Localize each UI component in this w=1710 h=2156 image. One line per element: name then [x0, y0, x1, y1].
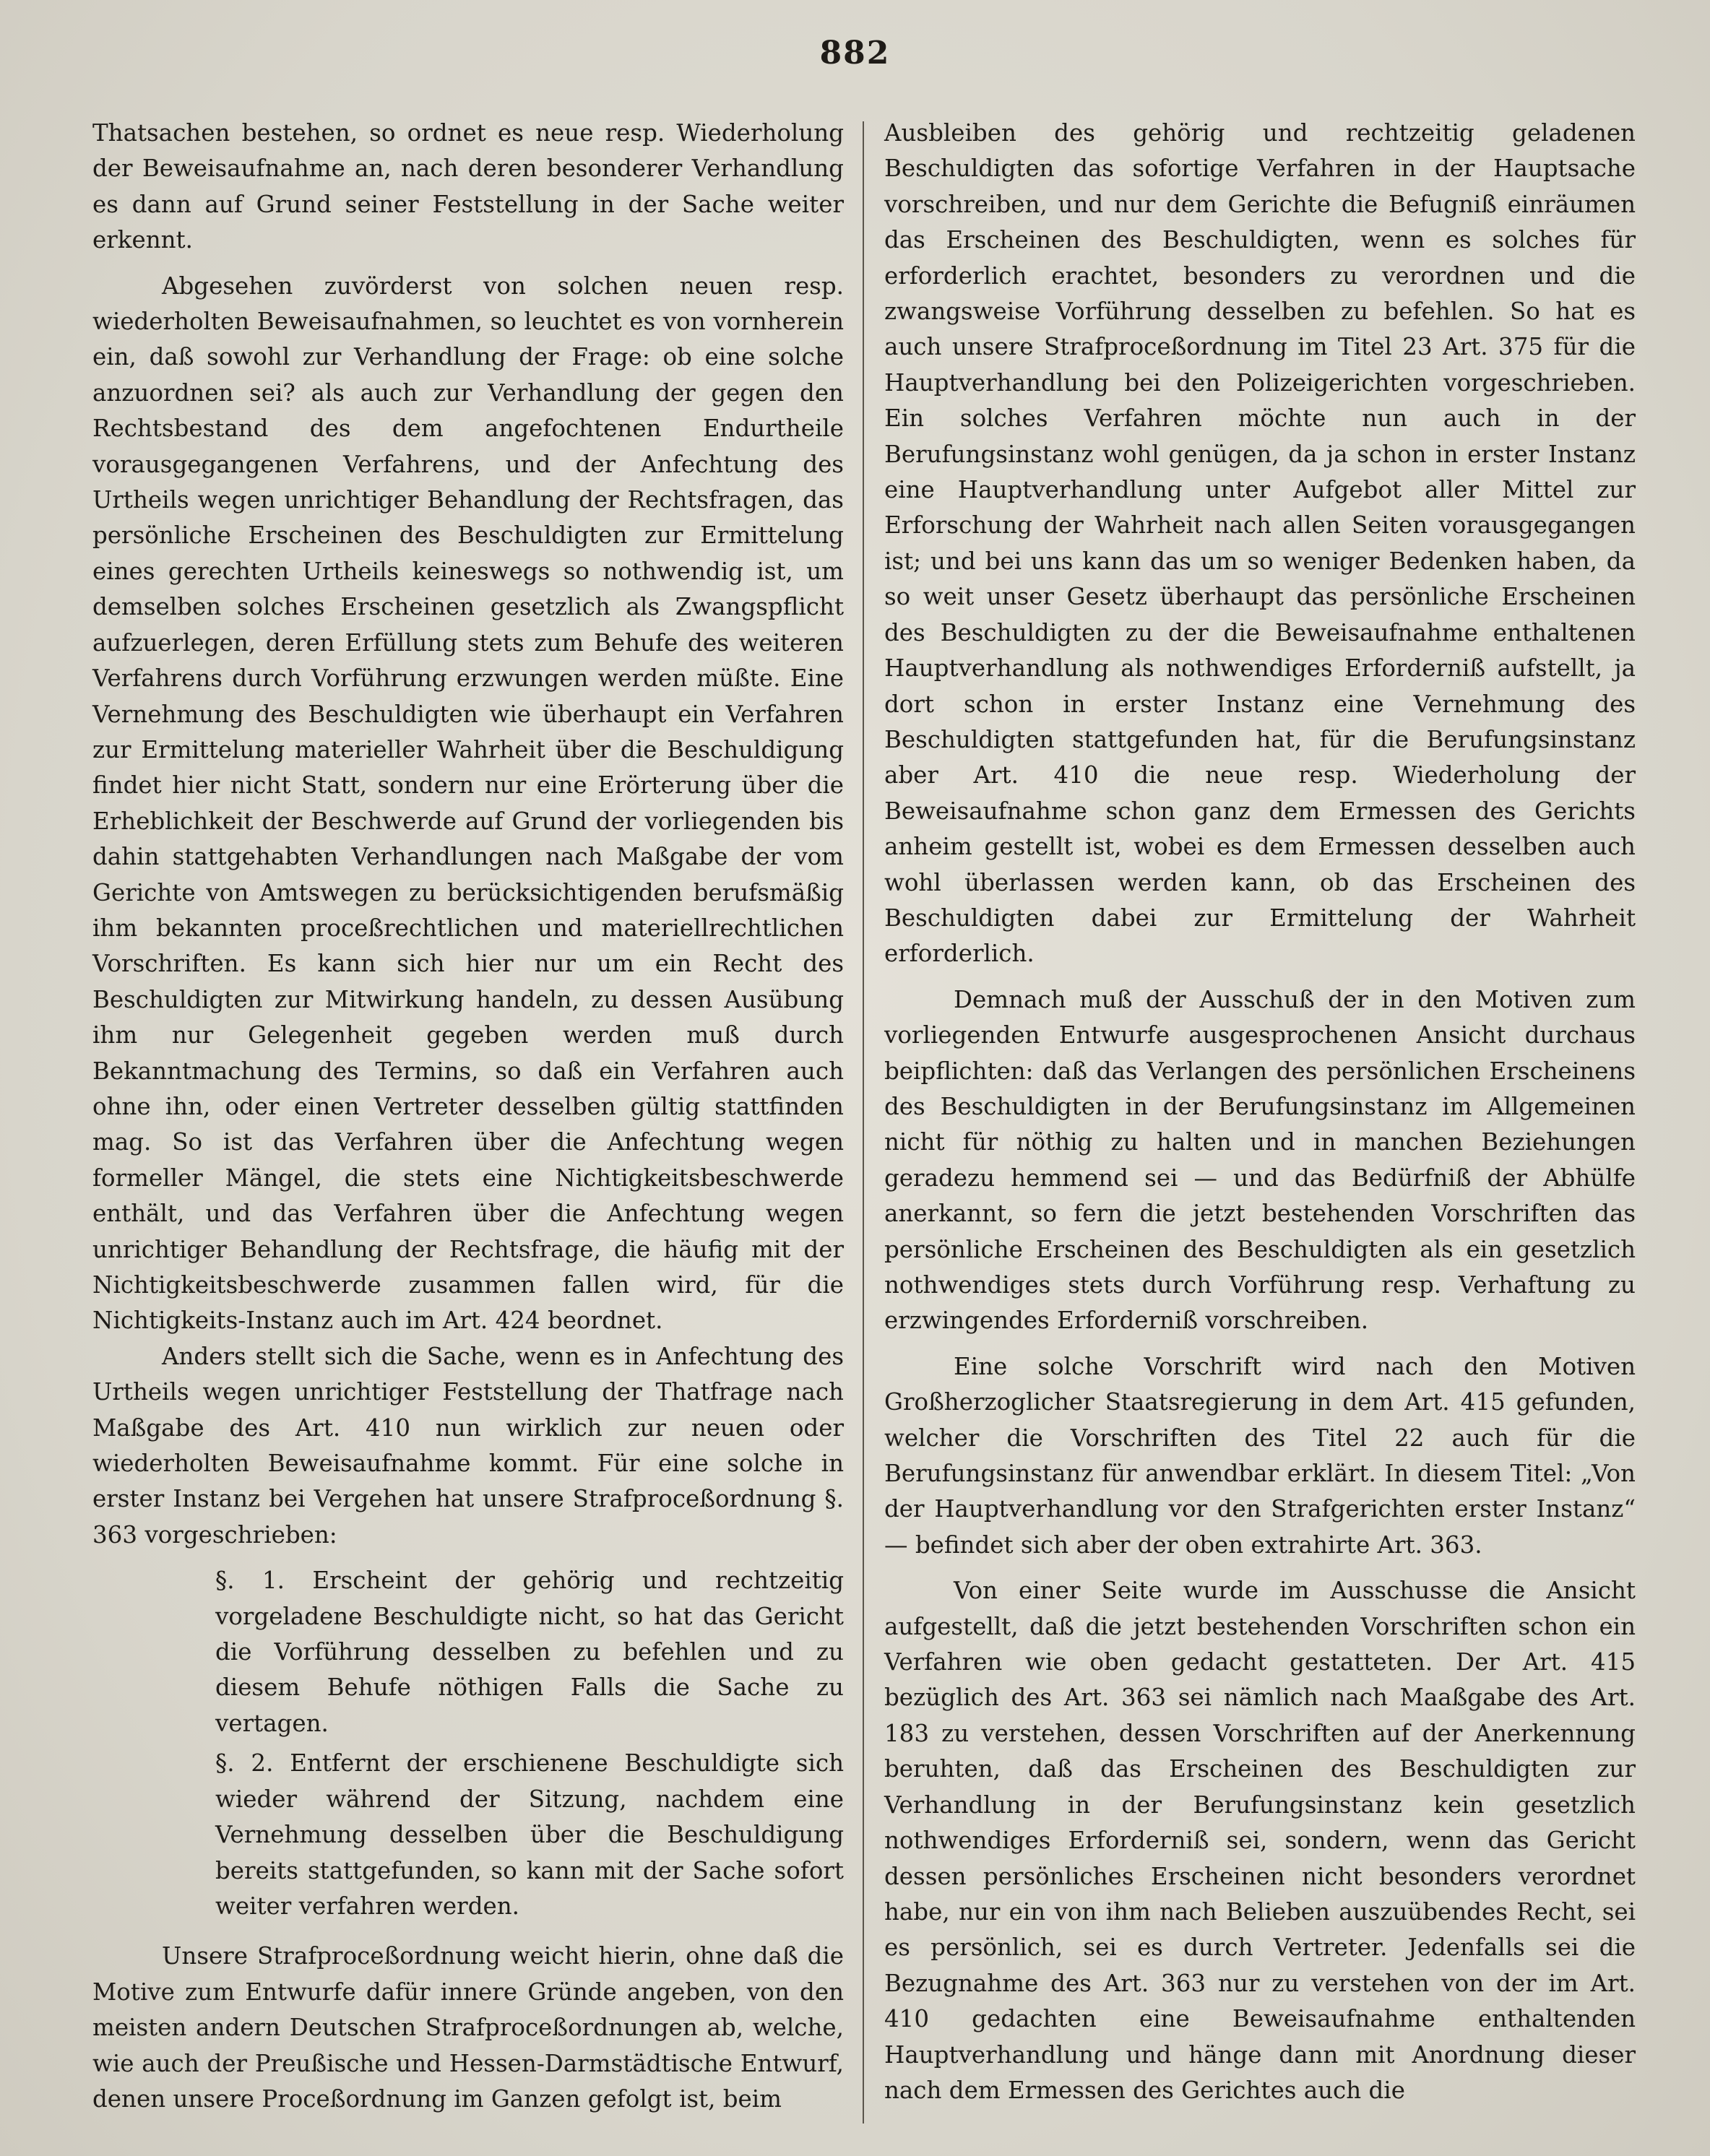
paragraph: Abgesehen zuvörderst von solchen neuen resp. wiederholten Beweisaufnahmen, so leuchtet es von vornherein ein, daß sowohl zur Verhandlung der Frage: ob eine solche anzuordnen sei? als auch zur Verhandlung der gegen den Rechtsbestand des dem angefochtenen Endurtheile vorausgegangenen Verfahrens, und der Anfechtung des Urtheils wegen unrichtiger Behandlung der Rechtsfragen, das persönliche Erscheinen des Beschuldigten zur Ermittelung eines gerechten Urtheils keineswegs so nothwendig ist, um demselben solches Erscheinen gesetzlich als Zwangspflicht aufzuerlegen, deren Erfüllung stets zum Behufe des weiteren Verfahrens durch Vorführung erzwungen werden müßte. Eine Vernehmung des Beschuldigten wie überhaupt ein Verfahren zur Ermittelung materieller Wahrheit über die Beschuldigung findet hier nicht Statt, sondern nur eine Erörterung über die Erheblichkeit der Beschwerde auf Grund der vorliegenden bis dahin stattgehabten Verhandlungen nach Maßgabe der vom Gerichte von Amtswegen zu berücksichtigenden berufsmäßig ihm bekannten proceßrechtlichen und materiellrechtlichen Vorschriften. Es kann sich hier nur um ein Recht des Beschuldigten zur Mitwirkung handeln, zu dessen Ausübung ihm nur Gelegenheit gegeben werden muß durch Bekanntmachung des Termins, so daß ein Verfahren auch ohne ihn, oder einen Vertreter desselben gültig stattfinden mag. So ist das Verfahren über die Anfechtung wegen formeller Mängel, die stets eine Nichtigkeitsbeschwerde enthält, und das Verfahren über die Anfechtung wegen unrichtiger Behandlung der Rechtsfrage, die häufig mit der Nichtigkeitsbeschwerde zusammen fallen wird, für die Nichtigkeits-Instanz auch im Art. 424 beordnet.	[92, 272, 844, 1335]
left-column	[92, 116, 844, 2117]
quoted-section: §. 1. Erscheint der gehörig und rechtzeitig vorgeladene Beschuldigte nicht, so hat das Gericht die Vorführung desselben zu befehlen und zu diesem Behufe nöthigen Falls die Sache zu vertagen.	[215, 1567, 844, 1737]
column-divider	[863, 121, 864, 2123]
paragraph: Ausbleiben des gehörig und rechtzeitig geladenen Beschuldigten das sofortige Verfahren in der Hauptsache vorschreiben, und nur dem Gerichte die Befugniß einräumen das Erscheinen des Beschuldigten, wenn es solches für erforderlich erachtet, besonders zu verordnen und die zwangsweise Vorführung desselben zu befehlen. So hat es auch unsere Strafproceßordnung im Titel 23 Art. 375 für die Hauptverhandlung bei den Polizeigerichten vorgeschrieben. Ein solches Verfahren möchte nun auch in der Berufungsinstanz wohl genügen, da ja schon in erster Instanz eine Hauptverhandlung unter Aufgebot aller Mittel zur Erforschung der Wahrheit nach allen Seiten vorausgegangen ist; und bei uns kann das um so weniger Bedenken haben, da so weit unser Gesetz überhaupt das persönliche Erscheinen des Beschuldigten zu der die Beweisaufnahme enthaltenen Hauptverhandlung als nothwendiges Erforderniß aufstellt, ja dort schon in erster Instanz eine Vernehmung des Beschuldigten stattgefunden hat, für die Berufungsinstanz aber Art. 410 die neue resp. Wiederholung der Beweisaufnahme schon ganz dem Ermessen des Gerichts anheim gestellt ist, wobei es dem Ermessen desselben auch wohl überlassen werden kann, ob das Erscheinen des Beschuldigten dabei zur Ermittelung der Wahrheit erforderlich.	[884, 119, 1636, 968]
page-number: 882	[819, 35, 891, 72]
right-column	[884, 116, 1636, 2108]
paragraph: Demnach muß der Ausschuß der in den Motiven zum vorliegenden Entwurfe ausgesprochenen Ansicht durchaus beipflichten: daß das Verlangen des persönlichen Erscheinens des Beschuldigten in der Berufungsinstanz im Allgemeinen nicht für nöthig zu halten und in manchen Beziehungen geradezu hemmend sei — und das Bedürfniß der Abhülfe anerkannt, so fern die jetzt bestehenden Vorschriften das persönliche Erscheinen des Beschuldigten als ein gesetzlich nothwendiges stets durch Vorführung resp. Verhaftung zu erzwingendes Erforderniß vorschreiben.	[884, 985, 1636, 1335]
paragraph: Thatsachen bestehen, so ordnet es neue resp. Wiederholung der Beweisaufnahme an, nach deren besonderer Verhandlung es dann auf Grund seiner Feststellung in der Sache weiter erkennt.	[92, 119, 844, 254]
paragraph: Unsere Strafproceßordnung weicht hierin, ohne daß die Motive zum Entwurfe dafür innere Gründe angeben, von den meisten andern Deutschen Strafproceßordnungen ab, welche, wie auch der Preußische und Hessen-Darmstädtische Entwurf, denen unsere Proceßordnung im Ganzen gefolgt ist, beim	[92, 1942, 844, 2113]
paragraph: Eine solche Vorschrift wird nach den Motiven Großherzoglicher Staatsregierung in dem Art. 415 gefunden, welcher die Vorschriften des Titel 22 auch für die Berufungsinstanz für anwendbar erklärt. In diesem Titel: „Von der Hauptverhandlung vor den Strafgerichten erster Instanz“ — befindet sich aber der oben extrahirte Art. 363.	[884, 1352, 1636, 1559]
paragraph: Von einer Seite wurde im Ausschusse die Ansicht aufgestellt, daß die jetzt bestehenden Vorschriften schon ein Verfahren wie oben gedacht gestatteten. Der Art. 415 bezüglich des Art. 363 sei nämlich nach Maaßgabe des Art. 183 zu verstehen, dessen Vorschriften auf der Anerkennung beruhten, daß das Erscheinen des Beschuldigten zur Verhandlung in der Berufungsinstanz kein gesetzlich nothwendiges Erforderniß sei, sondern, wenn das Gericht dessen persönliches Erscheinen nicht besonders verordnet habe, nur ein von ihm nach Belieben auszuübendes Recht, sei es persönlich, sei es durch Vertreter. Jedenfalls sei die Bezugnahme des Art. 363 nur zu verstehen von der im Art. 410 gedachten eine Beweisaufnahme enthaltenden Hauptverhandlung und hänge dann mit Anordnung dieser nach dem Ermessen des Gerichtes auch die	[884, 1577, 1636, 2104]
quoted-section: §. 2. Entfernt der erschienene Beschuldigte sich wieder während der Sitzung, nachdem eine Vernehmung desselben über die Beschuldigung bereits stattgefunden, so kann mit der Sache sofort weiter verfahren werden.	[215, 1749, 844, 1920]
paragraph: Anders stellt sich die Sache, wenn es in Anfechtung des Urtheils wegen unrichtiger Feststellung der Thatfrage nach Maßgabe des Art. 410 nun wirklich zur neuen oder wiederholten Beweisaufnahme kommt. Für eine solche in erster Instanz bei Vergehen hat unsere Strafproceßordnung §. 363 vorgeschrieben:	[92, 1342, 844, 1549]
